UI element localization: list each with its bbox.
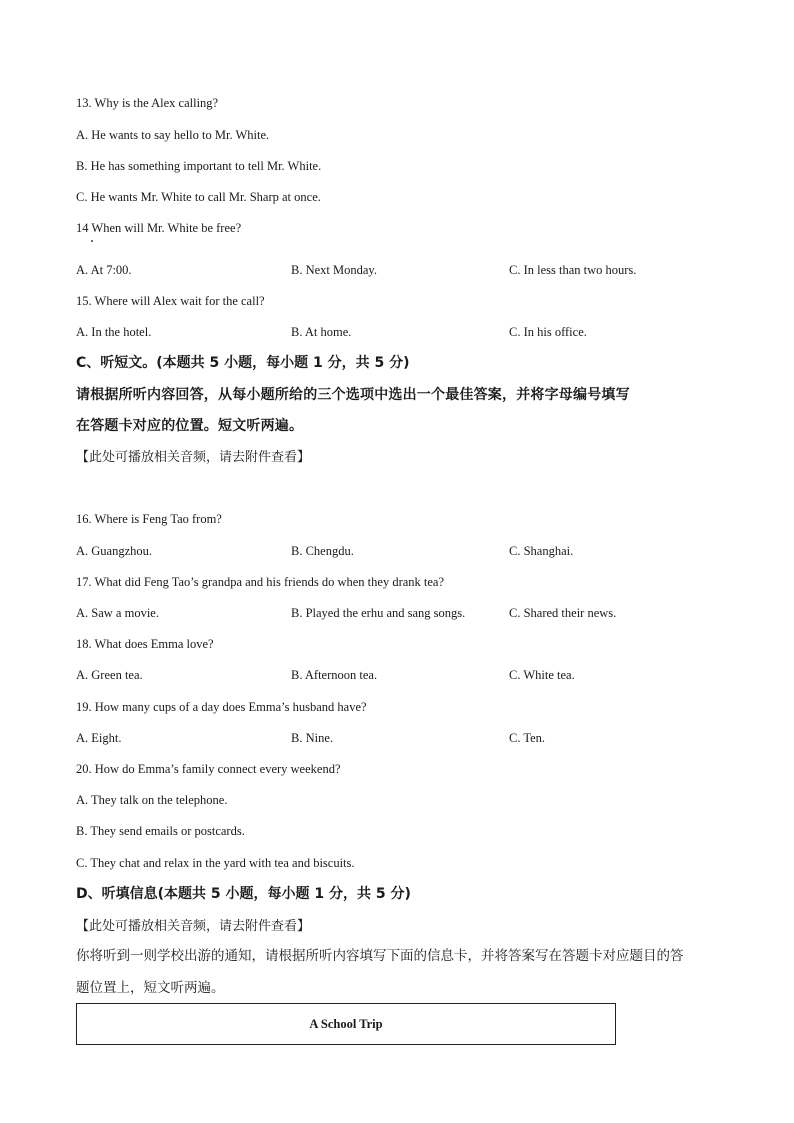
section-d-instruction-2: 题位置上，短文听两遍。	[76, 980, 225, 996]
q17-option-a: A. Saw a movie.	[76, 606, 159, 620]
q16-option-b: B. Chengdu.	[291, 544, 354, 558]
q19-option-c: C. Ten.	[509, 731, 546, 745]
q17-option-c: C. Shared their news.	[509, 606, 617, 620]
q20-option-b: B. They send emails or postcards.	[76, 824, 245, 838]
section-c-instruction-2: 在答题卡对应的位置。短文听两遍。	[76, 418, 304, 434]
section-c-audio-note: 【此处可播放相关音频，请去附件查看】	[76, 450, 311, 465]
q14-option-a: A. At 7:00.	[76, 263, 132, 277]
question-14: 14 When will Mr. White be free?	[76, 221, 242, 235]
question-17: 17. What did Feng Tao’s grandpa and his friends do when they drank tea?	[76, 575, 445, 589]
q15-option-b: B. At home.	[291, 325, 352, 339]
section-c-heading: C、听短文。(本题共 5 小题，每小题 1 分，共 5 分)	[76, 355, 410, 371]
question-16: 16. Where is Feng Tao from?	[76, 512, 222, 526]
q20-option-a: A. They talk on the telephone.	[76, 793, 228, 807]
question-15: 15. Where will Alex wait for the call?	[76, 294, 265, 308]
stray-dot	[91, 240, 93, 242]
section-d-audio-note: 【此处可播放相关音频，请去附件查看】	[76, 919, 311, 934]
q13-option-a: A. He wants to say hello to Mr. White.	[76, 128, 270, 142]
section-d-heading: D、听填信息(本题共 5 小题，每小题 1 分，共 5 分)	[76, 886, 411, 902]
q13-option-c: C. He wants Mr. White to call Mr. Sharp at once.	[76, 190, 321, 204]
info-card-table	[76, 1003, 616, 1045]
q18-option-b: B. Afternoon tea.	[291, 668, 378, 682]
q19-option-a: A. Eight.	[76, 731, 122, 745]
q16-option-c: C. Shanghai.	[509, 544, 574, 558]
question-19: 19. How many cups of a day does Emma’s husband have?	[76, 700, 367, 714]
section-c-instruction-1: 请根据所听内容回答，从每小题所给的三个选项中选出一个最佳答案，并将字母编号填写	[76, 387, 630, 403]
q19-option-b: B. Nine.	[291, 731, 334, 745]
q18-option-a: A. Green tea.	[76, 668, 143, 682]
q15-option-a: A. In the hotel.	[76, 325, 152, 339]
q13-option-b: B. He has something important to tell Mr. White.	[76, 159, 322, 173]
info-card-title: A School Trip	[309, 1016, 383, 1031]
question-13: 13. Why is the Alex calling?	[76, 96, 219, 110]
q14-option-b: B. Next Monday.	[291, 263, 377, 277]
q15-option-c: C. In his office.	[509, 325, 587, 339]
q14-option-c: C. In less than two hours.	[509, 263, 637, 277]
q16-option-a: A. Guangzhou.	[76, 544, 153, 558]
section-d-instruction-1: 你将听到一则学校出游的通知，请根据所听内容填写下面的信息卡，并将答案写在答题卡对应题目的答	[76, 948, 684, 964]
question-20: 20. How do Emma’s family connect every weekend?	[76, 762, 341, 776]
q18-option-c: C. White tea.	[509, 668, 575, 682]
question-18: 18. What does Emma love?	[76, 637, 214, 651]
q17-option-b: B. Played the erhu and sang songs.	[291, 606, 466, 620]
q20-option-c: C. They chat and relax in the yard with tea and biscuits.	[76, 856, 355, 870]
